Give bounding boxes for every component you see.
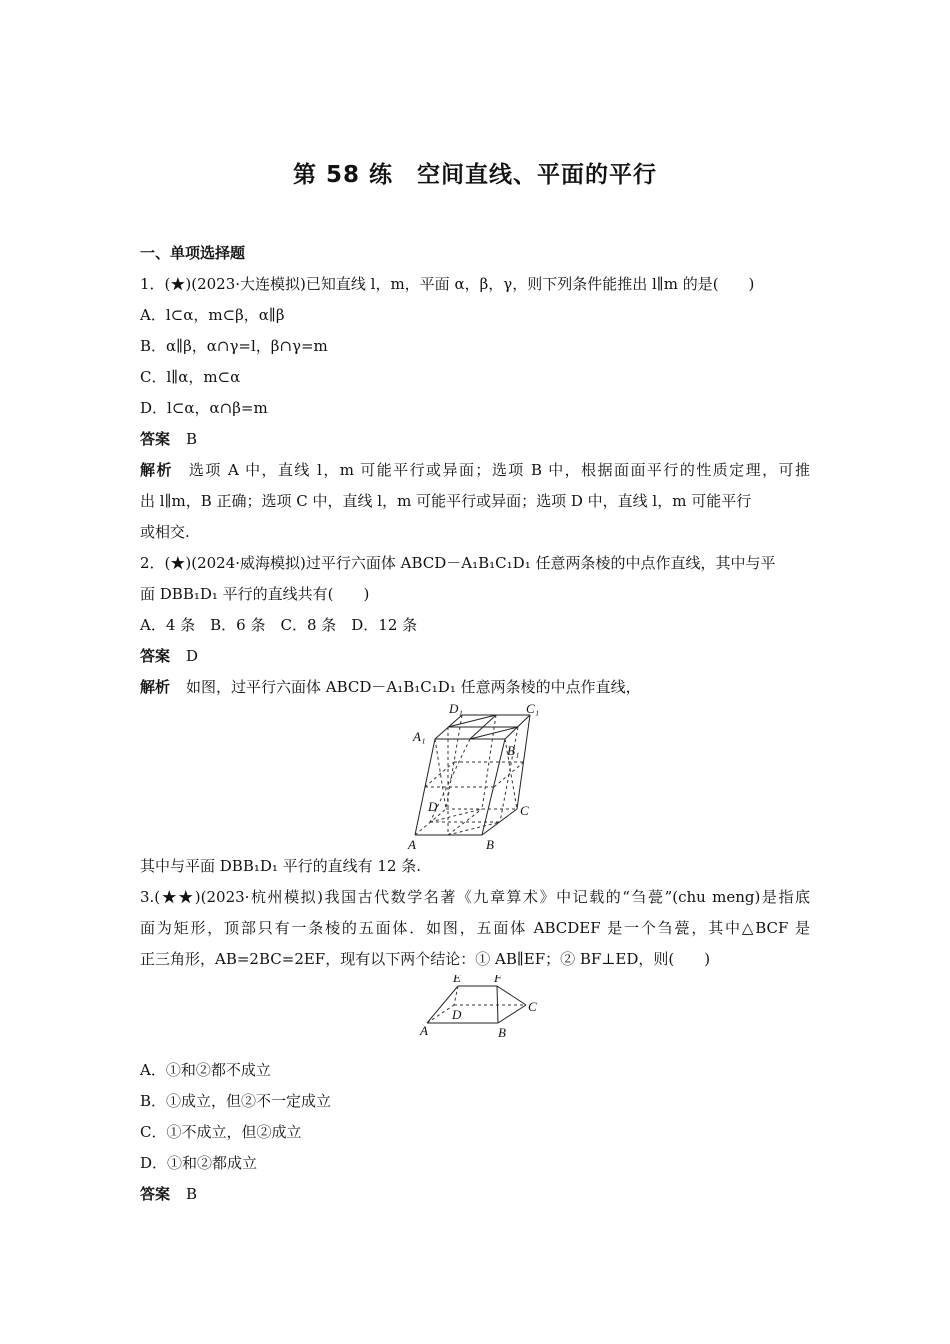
vertex-label-a: A: [408, 837, 416, 851]
wedge-diagram: [140, 975, 810, 1055]
page-title: 第 58 练 空间直线、平面的平行: [292, 162, 658, 188]
q3-answer: [140, 1179, 810, 1210]
vertex-label-b: B: [486, 837, 494, 851]
vertex-label-b: B: [498, 1025, 506, 1040]
q2-options: A．4 条 B．6 条 C．8 条 D．12 条: [140, 616, 418, 634]
vertex-label-a: A: [420, 1023, 428, 1038]
vertex-label-e: E: [453, 975, 461, 985]
section-heading: 一、单项选择题: [140, 244, 246, 262]
q1-analysis-text-1: 选项 A 中，直线 l，m 可能平行或异面；选项 B 中，根据面面平行的性质定理，可推: [188, 461, 810, 479]
q3-option-d: D．①和②都成立: [140, 1154, 258, 1172]
q3-option-b: B．①成立，但②不一定成立: [140, 1092, 332, 1110]
q1-analysis-line-3: 或相交.: [140, 523, 190, 541]
vertex-label-f: F: [494, 975, 502, 985]
q2-answer: [140, 641, 810, 672]
q3-stem-line-2: 面为矩形，顶部只有一条棱的五面体．如图，五面体 ABCDEF 是一个刍甍，其中△BCF 是: [140, 919, 810, 937]
q2-analysis-text: 如图，过平行六面体 ABCD－A₁B₁C₁D₁ 任意两条棱的中点作直线，: [186, 678, 641, 696]
q1-answer: [140, 424, 810, 455]
q1-analysis-line-2: 出 l∥m，B 正确；选项 C 中，直线 l，m 可能平行或异面；选项 D 中，直线 l，m 可能平行: [140, 492, 752, 510]
analysis-label: 解析: [140, 678, 171, 696]
q2-stem-line-1: 2．(★)(2024·威海模拟)过平行六面体 ABCD－A₁B₁C₁D₁ 任意两条棱的中点作直线，其中与平: [140, 554, 776, 572]
q2-conclusion: 其中与平面 DBB₁D₁ 平行的直线有 12 条.: [140, 857, 422, 875]
q3-stem-line-1: 3.(★★)(2023·杭州模拟)我国古代数学名著《九章算术》中记载的“刍甍”(chu meng)是指底: [140, 888, 810, 906]
vertex-label-a1: A₁: [413, 729, 426, 744]
parallelepiped-diagram: [140, 703, 810, 851]
answer-label: 答案: [140, 647, 171, 665]
answer-label: 答案: [140, 1185, 171, 1203]
q3-option-c: C．①不成立，但②成立: [140, 1123, 302, 1141]
q1-analysis-line-1: [140, 455, 810, 486]
q1-option-d: D．l⊂α，α∩β=m: [140, 399, 268, 417]
vertex-label-c1: C₁: [526, 703, 540, 716]
vertex-label-c: C: [520, 803, 529, 818]
wedge-figure: [140, 975, 810, 1055]
q3-stem-line-3: 正三角形，AB=2BC=2EF，现有以下两个结论：① AB∥EF；② BF⊥ED，则( ): [140, 950, 711, 968]
q3-option-a: A．①和②都不成立: [140, 1061, 271, 1079]
q2-answer-value: D: [186, 647, 199, 665]
q1-stem: 1．(★)(2023·大连模拟)已知直线 l，m，平面 α，β，γ，则下列条件能推出 l∥m 的是( ): [140, 275, 755, 293]
vertex-label-d: D: [428, 799, 438, 814]
vertex-label-b1: B₁: [507, 743, 520, 758]
document-body: [140, 238, 810, 1210]
answer-label: 答案: [140, 430, 171, 448]
q1-option-b: B．α∥β，α∩γ=l，β∩γ=m: [140, 337, 328, 355]
parallelepiped-figure: [140, 703, 810, 851]
q1-answer-value: B: [186, 430, 198, 448]
q1-option-a: A．l⊂α，m⊂β，α∥β: [140, 306, 285, 324]
q3-answer-value: B: [186, 1185, 198, 1203]
vertex-label-d: D: [452, 1007, 462, 1022]
q2-stem-line-2: 面 DBB₁D₁ 平行的直线共有( ): [140, 585, 370, 603]
analysis-label: 解析: [140, 461, 173, 479]
vertex-label-c: C: [528, 999, 537, 1014]
q2-analysis: [140, 672, 810, 703]
q1-option-c: C．l∥α，m⊂α: [140, 368, 241, 386]
vertex-label-d1: D₁: [449, 703, 463, 716]
